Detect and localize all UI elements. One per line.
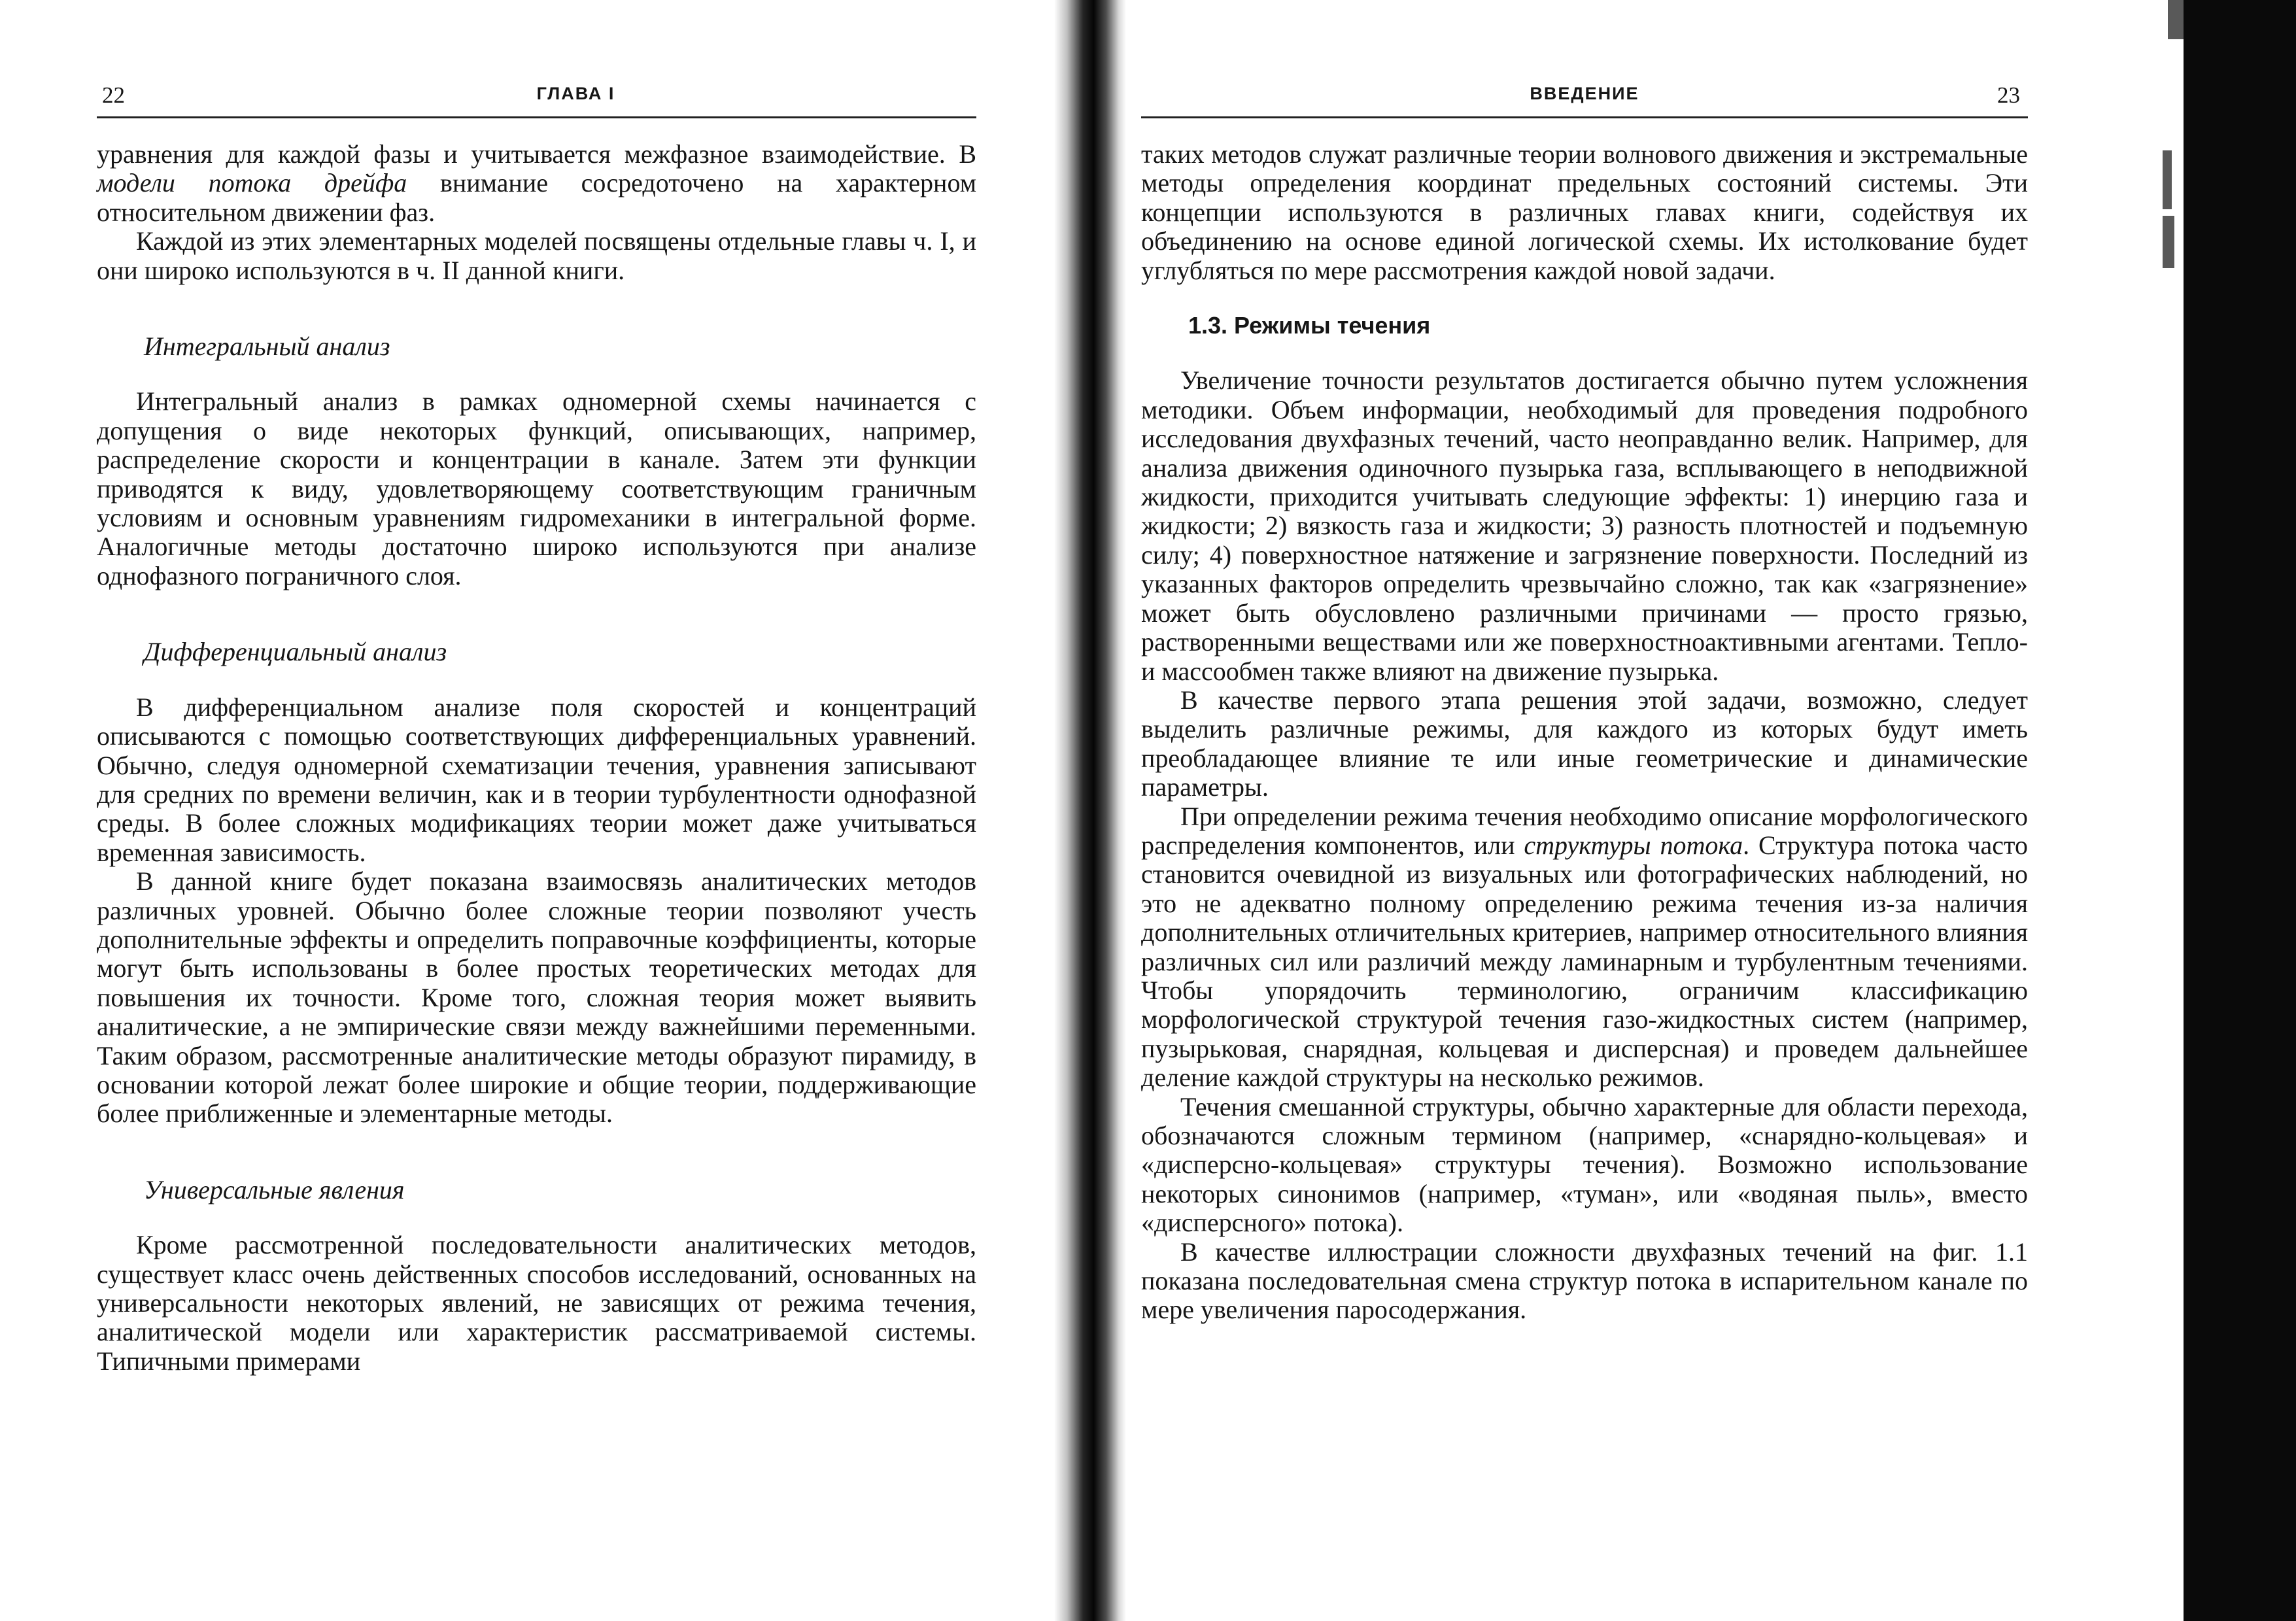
drift-model-term: модели потока дрейфа bbox=[97, 168, 407, 198]
left-para-differential: В дифференциальном анализе поля скоростей и концентраций описываются с помощью соответствующих дифференциальных уравнений. Обычно, следуя одномерной схематизации течения, уравнения записывают для средних по времени величин, как и в теории турбулентности однофазной среды. В более сложных модификациях теории может даже учитываться временная зависимость. bbox=[97, 692, 976, 867]
left-para-universal: Кроме рассмотренной последовательности аналитических методов, существует класс очень действенных способов исследований, основанных на универсальности некоторых явлений, не зависящих от режима течения, аналитической модели или характеристик рассматриваемой системы. Типичными примерами bbox=[97, 1230, 976, 1376]
right-page bbox=[1141, 0, 2028, 1621]
left-page-number: 22 bbox=[102, 82, 125, 108]
right-para-1: таких методов служат различные теории волнового движения и экстремальные методы определения координат предельных состояний системы. Эти концепции используются в различных главах книги, содействуя их объединению на основе единой логической схемы. Их истолкование будет углубляться по мере рассмотрения каждой новой задачи. bbox=[1141, 139, 2028, 285]
scan-edge-noise bbox=[2163, 150, 2172, 209]
right-running-head bbox=[1141, 82, 2028, 118]
left-para-integral: Интегральный анализ в рамках одномерной схемы начинается с допущения о виде некоторых функций, описывающих, например, распределение скорости и концентрации в канале. Затем эти функции приводятся к виду, удовлетворяющему соответствующим граничным условиям и основным уравнениям гидромеханики в интегральной форме. Аналогичные методы достаточно широко используются при анализе однофазного пограничного слоя. bbox=[97, 386, 976, 590]
book-gutter-shadow bbox=[1054, 0, 1126, 1621]
left-para-2: Каждой из этих элементарных моделей посвящены отдельные главы ч. I, и они широко используются в ч. II данной книги. bbox=[97, 226, 976, 285]
heading-integral-analysis: Интегральный анализ bbox=[144, 332, 390, 362]
right-para-accuracy: Увеличение точности результатов достигается обычно путем усложнения методики. Объем информации, необходимый для проведения подробного исследования двухфазных течений, часто неоправданно велик. Например, для анализа движения одиночного пузырька газа, всплывающего в неподвижной жидкости, приходится учитывать следующие эффекты: 1) инерцию газа и жидкости; 2) вязкость газа и жидкости; 3) разность плотностей и подъемную силу; 4) поверхностное натяжение и загрязнение поверхности. Последний из указанных факторов определить чрезвычайно сложно, так как «загрязнение» может быть обусловлено различными причинами — просто грязью, растворенными веществами или же поверхностноактивными агентами. Тепло- и массообмен также влияют на движение пузырька. bbox=[1141, 366, 2028, 686]
right-body-text bbox=[1141, 140, 2028, 1325]
left-para-1: уравнения для каждой фазы и учитывается межфазное взаимодействие. В модели потока дрейфа внимание сосредоточено на характерном относительном движении фаз. bbox=[97, 139, 976, 227]
heading-universal-phenomena: Универсальные явления bbox=[144, 1174, 405, 1204]
scan-edge-noise bbox=[2163, 216, 2174, 268]
left-chapter-title: ГЛАВА I bbox=[536, 84, 615, 103]
left-running-head bbox=[97, 82, 976, 118]
right-page-number: 23 bbox=[1997, 82, 2020, 108]
scan-edge-border bbox=[2184, 0, 2296, 1621]
right-para-first-stage: В качестве первого этапа решения этой задачи, возможно, следует выделить различные режимы, для каждого из которых будут иметь преобладающее влияние те или иные геометрические и динамические параметры. bbox=[1141, 685, 2028, 802]
right-para-illustration: В качестве иллюстрации сложности двухфазных течений на фиг. 1.1 показана последовательная смена структур потока в испарительном канале по мере увеличения паросодержания. bbox=[1141, 1237, 2028, 1325]
left-body-text bbox=[97, 140, 976, 1376]
right-para-mixed: Течения смешанной структуры, обычно характерные для области перехода, обозначаются сложным термином (например, «снарядно-кольцевая» и «дисперсно-кольцевая» структуры течения). Возможно использование некоторых синонимов (например, «туман», или «водяная пыль», вместо «дисперсного» потока). bbox=[1141, 1091, 2028, 1238]
left-page bbox=[97, 0, 976, 1621]
flow-structure-term: структуры потока bbox=[1524, 830, 1743, 860]
right-chapter-title: ВВЕДЕНИЕ bbox=[1530, 84, 1639, 103]
left-para-hierarchy: В данной книге будет показана взаимосвязь аналитических методов различных уровней. Обычно более сложные теории позволяют учесть дополнительные эффекты и определить поправочные коэффициенты, которые могут быть использованы в более простых теоретических методах для повышения их точности. Кроме того, сложная теория может выявить аналитические, а не эмпирические связи между важнейшими переменными. Таким образом, рассмотренные аналитические методы образуют пирамиду, в основании которой лежат более широкие и общие теории, поддерживающие более приближенные и элементарные методы. bbox=[97, 866, 976, 1129]
scan-edge-noise bbox=[2168, 0, 2184, 39]
heading-differential-analysis: Дифференциальный анализ bbox=[144, 637, 447, 667]
section-heading-flow-regimes: 1.3. Режимы течения bbox=[1188, 312, 1431, 339]
right-para-structure: При определении режима течения необходимо описание морфологического распределения компонентов, или структуры потока. Структура потока часто становится очевидной из визуальных или фотографических наблюдений, но это не адекватно полному определению режима течения из-за наличия дополнительных отличительных критериев, например относительного влияния различных сил или различий между ламинарным и турбулентным течениями. Чтобы упорядочить терминологию, ограничим классификацию морфологической структурой течения газо-жидкостных систем (например, пузырьковая, снарядная, кольцевая и дисперсная) и проведем дальнейшее деление каждой структуры на несколько режимов. bbox=[1141, 801, 2029, 1093]
